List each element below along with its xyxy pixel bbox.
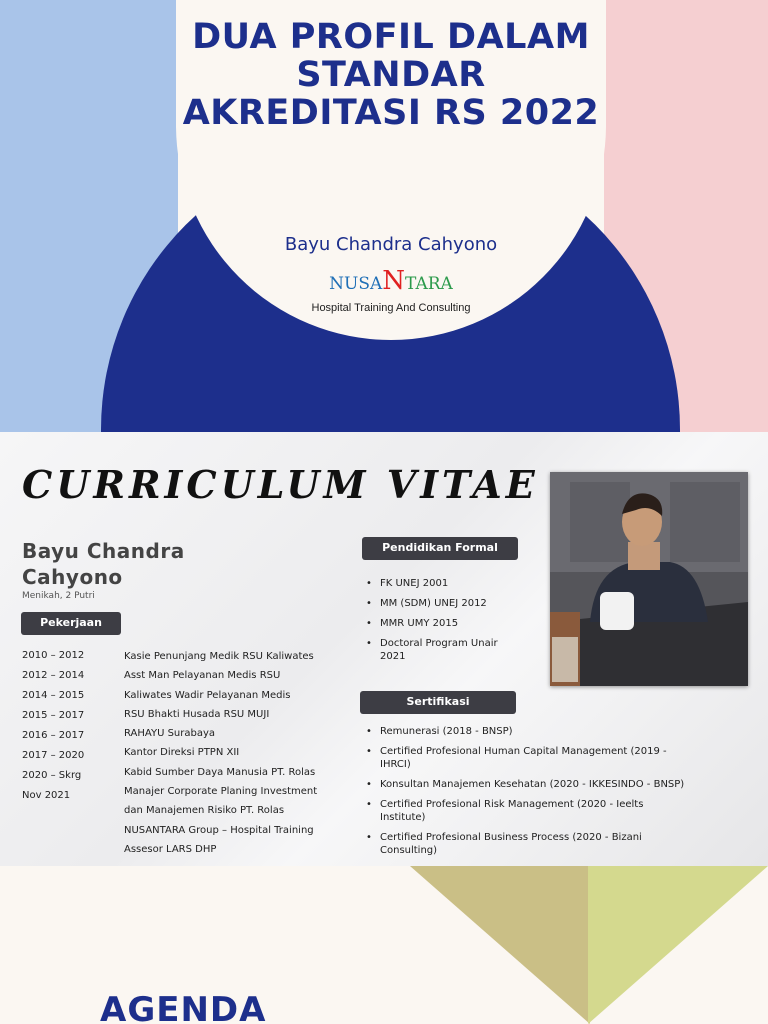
work-position-item: Asst Man Pelayanan Medis RSU [124, 670, 281, 682]
work-position-item: Kaliwates Wadir Pelayanan Medis [124, 689, 291, 701]
education-header [362, 537, 518, 560]
certification-item: • Remunerasi (2018 - BNSP) [362, 725, 692, 738]
logo-tagline: Hospital Training And Consulting [311, 302, 471, 314]
work-year-item: 2014 – 2015 [22, 690, 85, 701]
work-year-item: 2010 – 2012 [22, 650, 85, 661]
presenter-name: Bayu Chandra Cahyono [284, 234, 498, 255]
education-item: • MMR UMY 2015 [362, 617, 522, 630]
work-position-item: Kantor Direksi PTPN XII [124, 747, 240, 759]
logo-text-part2: N [382, 266, 406, 296]
work-year-item: 2017 – 2020 [22, 750, 85, 761]
work-position-item: Assesor LARS DHP [124, 843, 217, 855]
education-list [362, 577, 522, 670]
agenda-slide [0, 866, 768, 1024]
education-item: • Doctoral Program Unair 2021 [362, 637, 522, 663]
lime-triangle [588, 866, 768, 1024]
work-years-list [22, 650, 122, 810]
cv-name-text: Bayu Chandra Cahyono [22, 539, 185, 589]
cv-title: CURRICULUM VITAE [22, 462, 539, 507]
work-positions-list [124, 647, 339, 859]
work-header-label: Pekerjaan [40, 616, 102, 629]
cv-name [22, 538, 222, 590]
work-position-item: RAHAYU Surabaya [124, 728, 216, 740]
work-year-item: 2020 – Skrg [22, 770, 82, 781]
portrait-photo-graphic [550, 472, 748, 686]
work-position-item: NUSANTARA Group – Hospital Training [124, 824, 314, 836]
work-year-item: 2012 – 2014 [22, 670, 85, 681]
certification-item: • Konsultan Manajemen Kesehatan (2020 - IKKESINDO - BNSP) [362, 778, 692, 791]
work-header [21, 612, 121, 635]
certification-item: • Certified Profesional Human Capital Management (2019 - IHRCI) [362, 745, 692, 771]
certification-header-label: Sertifikasi [406, 695, 470, 708]
education-header-label: Pendidikan Formal [382, 541, 498, 554]
work-year-item: 2016 – 2017 [22, 730, 85, 741]
education-item: • FK UNEJ 2001 [362, 577, 522, 590]
education-item: • MM (SDM) UNEJ 2012 [362, 597, 522, 610]
logo-text-part3: TARA [405, 274, 453, 294]
work-position-item: Kasie Penunjang Medik RSU Kaliwates [124, 651, 314, 662]
work-position-item: Manajer Corporate Planing Investment [124, 786, 318, 798]
certification-item: • Certified Profesional Business Process (2020 - Bizani Consulting) [362, 831, 692, 857]
certification-header [360, 691, 516, 714]
cv-marital-status: Menikah, 2 Putri [22, 591, 95, 601]
certification-item: • Certified Profesional Risk Management (2020 - Ieelts Institute) [362, 798, 692, 824]
olive-triangle [410, 866, 590, 1024]
logo-text-part1: NUSA [329, 274, 383, 294]
portrait-photo [550, 472, 748, 686]
certification-list [362, 725, 692, 864]
work-position-item: RSU Bhakti Husada RSU MUJI [124, 708, 270, 720]
work-year-item: 2015 – 2017 [22, 710, 85, 721]
title-slide [0, 0, 768, 432]
work-position-item: dan Manajemen Risiko PT. Rolas [124, 805, 285, 817]
presentation-title: DUA PROFIL DALAM STANDAR AKREDITASI RS 2022 [182, 17, 600, 133]
work-year-item: Nov 2021 [22, 790, 71, 801]
agenda-title: AGENDA [100, 990, 267, 1024]
nusantara-logo [176, 266, 606, 296]
work-position-item: Kabid Sumber Daya Manusia PT. Rolas [124, 766, 316, 778]
cv-slide [0, 432, 768, 866]
